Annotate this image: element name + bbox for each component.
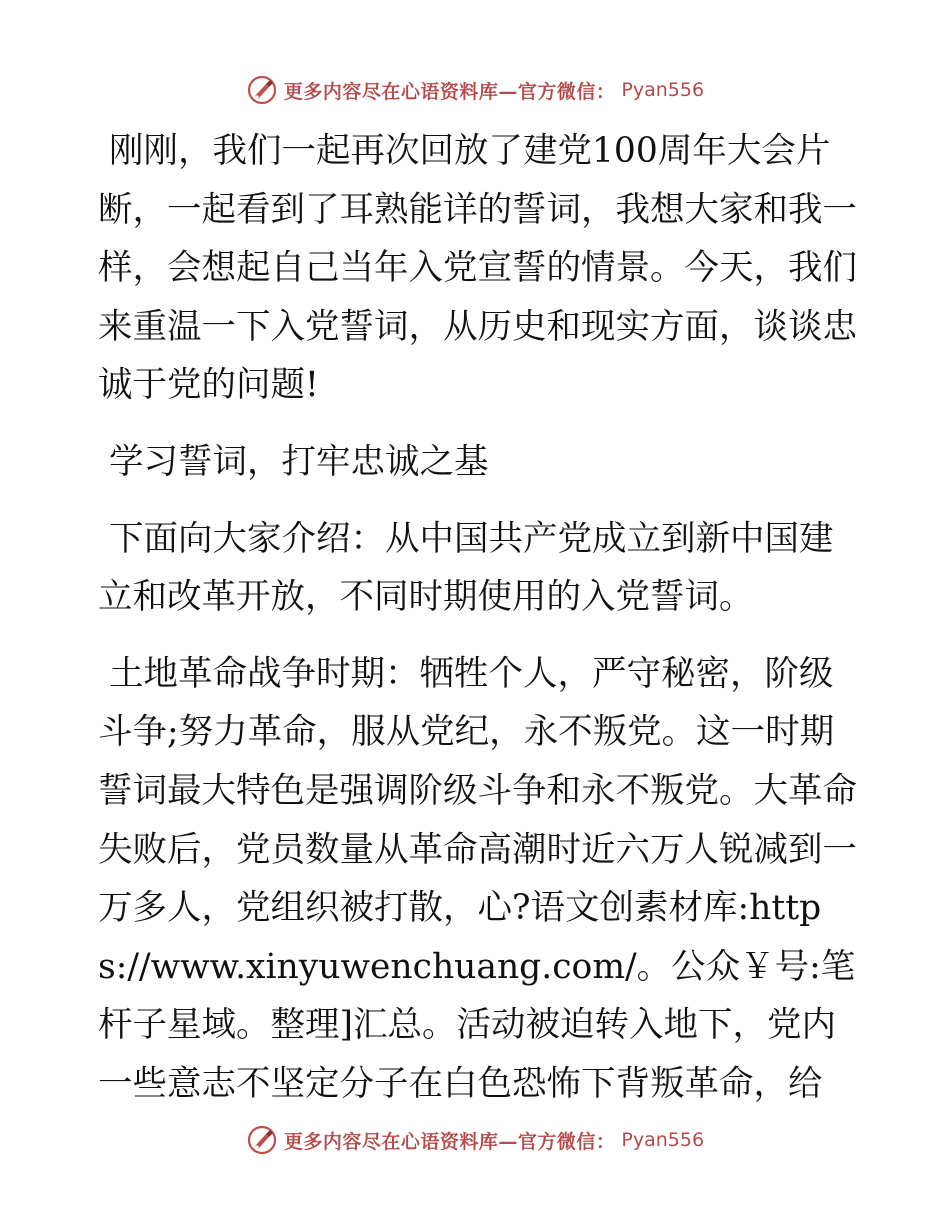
watermark-text: 更多内容尽在心语资料库—官方微信： [283,1130,616,1153]
land-revolution-paragraph: 土地革命战争时期：牺牲个人，严守秘密，阶级斗争;努力革命，服从党纪，永不叛党。这一时期誓词最大特色是强调阶级斗争和永不叛党。大革命失败后，党员数量从革命高潮时近六万人锐减到一万多人，党组织被打散，心?语文创素材库:https://www.xinyuwenchuang.com/。公众￥号:笔杆子星域。整理]汇总。活动被迫转入地下，党内一些意志不坚定分子在白色恐怖下背叛革命，给 [98,653,857,1104]
watermark-text: 更多内容尽在心语资料库—官方微信： [283,80,616,103]
overview-paragraph: 下面向大家介绍：从中国共产党成立到新中国建立和改革开放，不同时期使用的入党誓词。 [98,518,834,618]
watermark-contact: Pyan556 [621,1129,705,1151]
section-heading: 学习誓词，打牢忠诚之基 [98,441,489,482]
intro-paragraph: 刚刚，我们一起再次回放了建党100周年大会片断，一起看到了耳熟能详的誓词，我想大家和我一样，会想起自己当年入党宣誓的情景。今天，我们来重温一下入党誓词，从历史和现实方面，谈谈忠诚于党的问题! [98,131,857,406]
footer-watermark [0,1120,950,1160]
pen-logo-icon [246,1124,278,1156]
header-watermark [0,70,950,110]
pen-logo-icon [246,74,278,106]
document-body [98,122,858,1132]
watermark-contact: Pyan556 [621,79,705,101]
